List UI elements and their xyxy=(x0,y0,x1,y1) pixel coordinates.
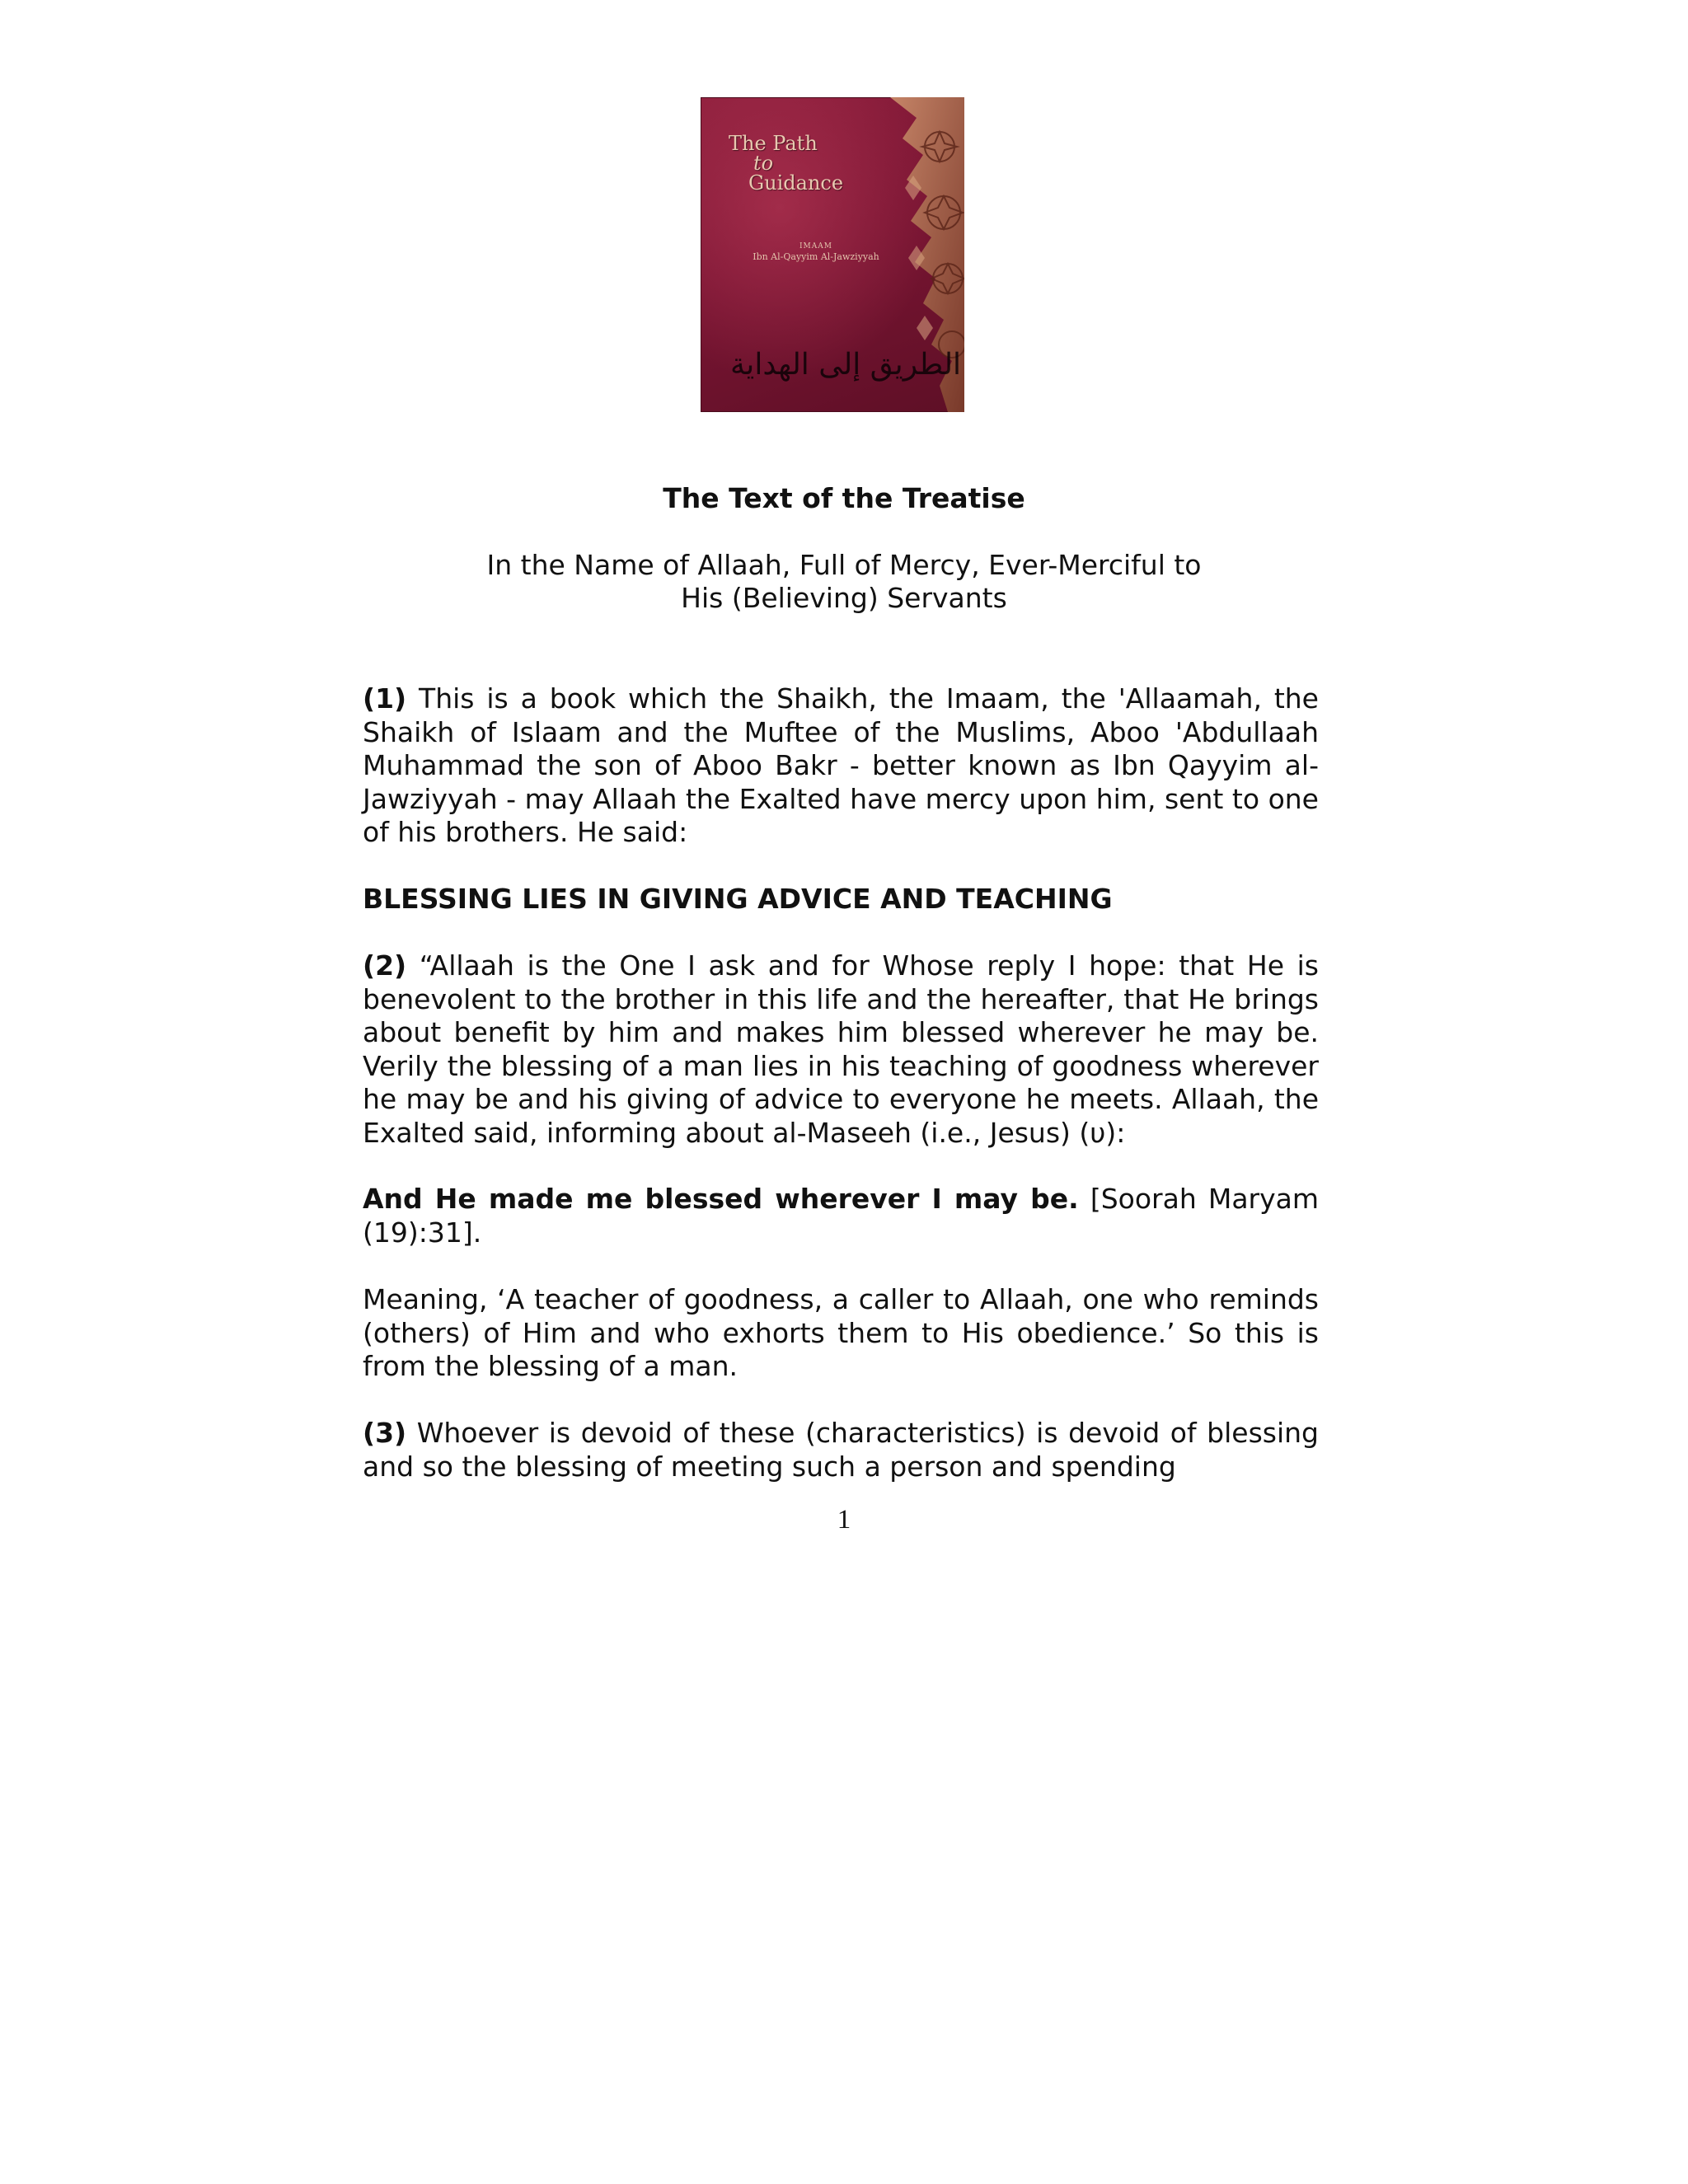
page-number: 1 xyxy=(837,1505,851,1535)
cover-title-line: The Path xyxy=(729,132,818,155)
section-heading: BLESSING LIES IN GIVING ADVICE AND TEACHING xyxy=(363,883,1113,915)
quote-reference: [Soorah Maryam (19):31]. xyxy=(363,1183,1320,1249)
page-title: The Text of the Treatise xyxy=(663,482,1025,514)
quran-quote xyxy=(363,1183,1319,1249)
paragraph-number: (3) xyxy=(363,1417,407,1449)
basmala xyxy=(0,549,1688,615)
quote-text: And He made me blessed wherever I may be. xyxy=(363,1183,1079,1215)
paragraph-text: This is a book which the Shaikh, the Imaam, the 'Allaamah, the Shaikh of Islaam and the Muftee of the Muslims, Aboo 'Abdullaah Muhammad the son of Aboo Bakr - better known as Ibn Qayyim al-Jawziyyah - may Allaah the Exalted have mercy upon him, sent to one of his brothers. He said: xyxy=(363,682,1319,848)
paragraph-text: Whoever is devoid of these (characteristics) is devoid of blessing and so the blessing of meeting such a person and spending xyxy=(363,1417,1319,1483)
cover-title-line: to xyxy=(753,152,774,175)
book-cover-image xyxy=(701,97,964,412)
paragraph-meaning xyxy=(363,1283,1319,1384)
cover-arabic-title: الطريق إلى الهداية xyxy=(730,348,962,382)
basmala-line: His (Believing) Servants xyxy=(681,582,1007,614)
cover-title xyxy=(729,134,843,193)
paragraph-2 xyxy=(363,949,1319,1150)
paragraph-text: Meaning, ‘A teacher of goodness, a caller to Allaah, one who reminds (others) of Him and who exhorts them to His obedience.’ So this is from the blessing of a man. xyxy=(363,1283,1319,1382)
paragraph-text: “Allaah is the One I ask and for Whose reply I hope: that He is benevolent to the brother in this life and the hereafter, that He brings about benefit by him and makes him blessed wherever he may be. Verily the blessing of a man lies in his teaching of goodness wherever he may be and his giving of advice to everyone he meets. Allaah, the Exalted said, informing about al-Maseeh (i.e., Jesus) (υ): xyxy=(363,949,1319,1149)
cover-author xyxy=(734,242,898,263)
paragraph-number: (2) xyxy=(363,949,407,982)
paragraph-number: (1) xyxy=(363,682,407,715)
cover-title-line: Guidance xyxy=(748,171,844,194)
basmala-line: In the Name of Allaah, Full of Mercy, Ever-Merciful to xyxy=(486,549,1202,581)
paragraph-3 xyxy=(363,1417,1319,1483)
cover-author-line: Ibn Al-Qayyim Al-Jawziyyah xyxy=(753,251,879,263)
cover-author-line: IMAAM xyxy=(799,242,832,251)
paragraph-1 xyxy=(363,682,1319,850)
